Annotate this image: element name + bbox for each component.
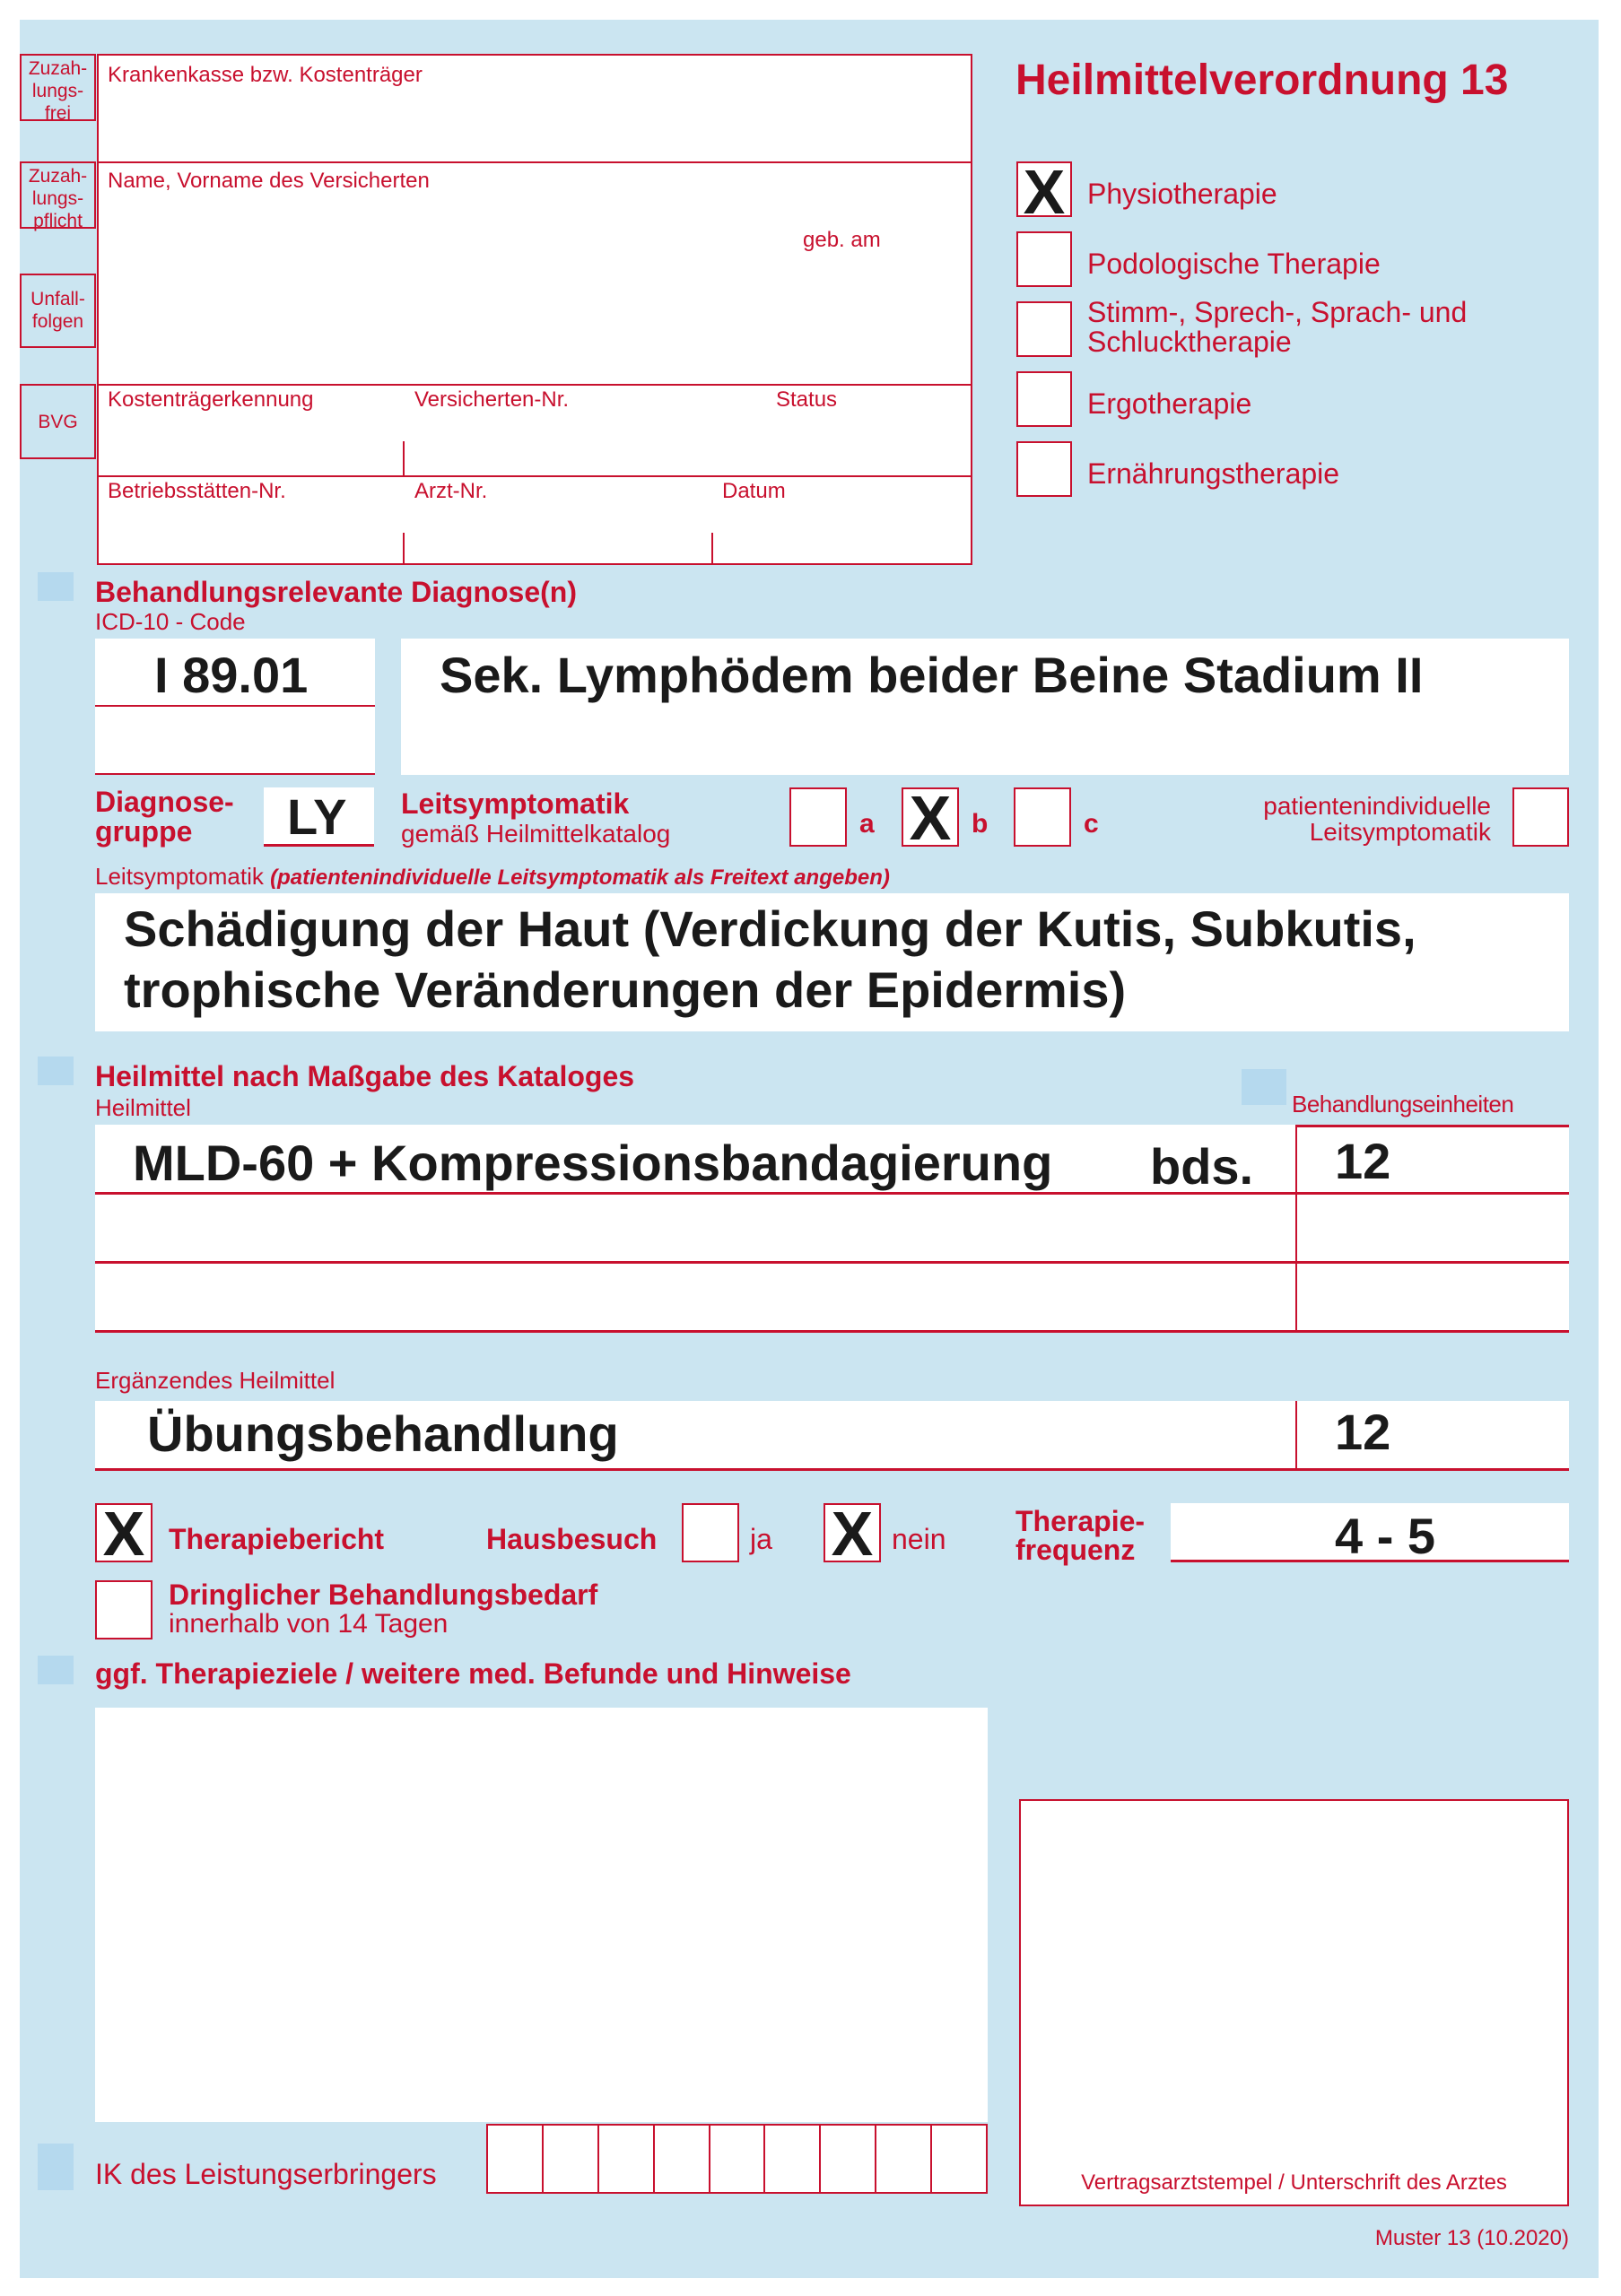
- heilmittel-row-2[interactable]: [95, 1195, 1295, 1261]
- ik-digit: [932, 2126, 986, 2192]
- ik-digits-field[interactable]: [486, 2124, 988, 2194]
- ergotherapie-checkbox[interactable]: [1016, 371, 1072, 427]
- dringlich-label: Dringlicher Behandlungsbedarf: [169, 1578, 598, 1611]
- therapiebericht-checkbox[interactable]: X: [95, 1503, 153, 1562]
- arzt-nr-label: Arzt-Nr.: [414, 479, 488, 503]
- status-label: Status: [776, 387, 838, 412]
- diagnosis-text-value: Sek. Lymphödem beider Beine Stadium II: [440, 647, 1424, 703]
- ik-digit: [488, 2126, 544, 2192]
- ik-section-marker: [38, 2144, 74, 2190]
- ergaenzend-units: 12: [1335, 1404, 1391, 1460]
- form-footer: Muster 13 (10.2020): [1374, 2226, 1569, 2250]
- arzt-stempel-box[interactable]: [1019, 1799, 1569, 2206]
- ergotherapie-label: Ergotherapie: [1087, 387, 1252, 420]
- ik-digit: [821, 2126, 876, 2192]
- einheiten-marker: [1242, 1069, 1286, 1105]
- heilmittel-row-1-name: MLD-60 + Kompressionsbandagierung: [133, 1135, 1053, 1191]
- versicherten-nr-label: Versicherten-Nr.: [414, 387, 570, 412]
- heilmittel-section-marker: [38, 1057, 74, 1085]
- leit-c-checkbox[interactable]: [1014, 787, 1071, 847]
- patientenindividuelle-checkbox[interactable]: [1512, 787, 1569, 847]
- heilmittel-row-3[interactable]: [95, 1264, 1295, 1330]
- ik-digit: [710, 2126, 766, 2192]
- heilmittel-row-1-units: 12: [1335, 1133, 1391, 1189]
- leit-a-label: a: [859, 809, 875, 839]
- freetext-label-hint: (patientenindividuelle Leitsymptomatik als Freitext angeben): [270, 865, 890, 890]
- krankenkasse-label: Krankenkasse bzw. Kostenträger: [108, 63, 423, 87]
- ernaehrung-checkbox[interactable]: [1016, 441, 1072, 497]
- geb-am-label: geb. am: [803, 228, 881, 252]
- icd-code-value: I 89.01: [154, 647, 309, 703]
- diagnosis-section-label: Behandlungsrelevante Diagnose(n): [95, 576, 577, 608]
- hausbesuch-ja-checkbox[interactable]: [682, 1503, 739, 1562]
- ernaehrung-label: Ernährungstherapie: [1087, 457, 1340, 490]
- prescription-form: [20, 20, 1599, 2278]
- betriebsstaetten-nr-label: Betriebsstätten-Nr.: [108, 479, 286, 503]
- patientenindividuelle-label: patientenindividuelle Leitsymptomatik: [1263, 792, 1491, 846]
- ik-label: IK des Leistungserbringers: [95, 2158, 437, 2190]
- ziele-field[interactable]: [95, 1708, 988, 2122]
- freetext-label-main: Leitsymptomatik: [95, 863, 264, 890]
- stimm-sprech-label: Stimm-, Sprech-, Sprach- und Schlucktherapie: [1087, 296, 1468, 358]
- zuzahlungsfrei-box[interactable]: Zuzah- lungs- frei: [20, 54, 96, 121]
- ziele-label: ggf. Therapieziele / weitere med. Befunde und Hinweise: [95, 1657, 851, 1690]
- unfallfolgen-box[interactable]: Unfall- folgen: [20, 274, 96, 348]
- therapiefrequenz-value: 4 - 5: [1335, 1508, 1436, 1564]
- leit-b-checkbox[interactable]: X: [902, 787, 959, 847]
- freetext-label: [95, 863, 890, 891]
- leit-b-label: b: [972, 809, 989, 839]
- form-title: Heilmittelverordnung 13: [1015, 57, 1509, 104]
- arzt-stempel-label: Vertragsarztstempel / Unterschrift des Arztes: [1081, 2170, 1507, 2195]
- therapiefrequenz-label: Therapie- frequenz: [1015, 1505, 1146, 1566]
- physiotherapie-label: Physiotherapie: [1087, 178, 1277, 210]
- zuzahlungspflicht-box[interactable]: Zuzah- lungs- pflicht: [20, 161, 96, 229]
- ergaenzend-label: Ergänzendes Heilmittel: [95, 1367, 336, 1394]
- leit-a-checkbox[interactable]: [789, 787, 847, 847]
- krankenkasse-field[interactable]: [108, 91, 960, 156]
- ik-digit: [599, 2126, 655, 2192]
- stimm-sprech-checkbox[interactable]: [1016, 301, 1072, 357]
- heilmittel-row-1-suffix: bds.: [1150, 1138, 1254, 1195]
- podologie-label: Podologische Therapie: [1087, 248, 1381, 280]
- ik-digit: [876, 2126, 932, 2192]
- bvg-box[interactable]: BVG: [20, 384, 96, 459]
- heilmittel-col-label: Heilmittel: [95, 1094, 191, 1121]
- ik-digit: [765, 2126, 821, 2192]
- name-label: Name, Vorname des Versicherten: [108, 169, 430, 193]
- diagnosis-section-marker: [38, 572, 74, 601]
- dringlich-checkbox[interactable]: [95, 1580, 153, 1639]
- ik-digit: [544, 2126, 599, 2192]
- datum-label: Datum: [722, 479, 786, 503]
- kostentraegerkennung-label: Kostenträgerkennung: [108, 387, 314, 412]
- leit-c-label: c: [1084, 809, 1099, 839]
- hausbesuch-label: Hausbesuch: [486, 1523, 658, 1555]
- podologie-checkbox[interactable]: [1016, 231, 1072, 287]
- ergaenzend-value: Übungsbehandlung: [147, 1405, 619, 1462]
- hausbesuch-nein-checkbox[interactable]: X: [824, 1503, 881, 1562]
- leitsymptomatik-label: Leitsymptomatik: [401, 787, 630, 820]
- diagnosegruppe-label: Diagnose- gruppe: [95, 786, 234, 848]
- physiotherapie-checkbox[interactable]: X: [1016, 161, 1072, 217]
- hausbesuch-ja-label: ja: [750, 1523, 772, 1555]
- behandlungseinheiten-label: Behandlungseinheiten: [1292, 1091, 1514, 1118]
- heilmittel-section-label: Heilmittel nach Maßgabe des Kataloges: [95, 1060, 635, 1092]
- ik-digit: [655, 2126, 710, 2192]
- freetext-value: Schädigung der Haut (Verdickung der Kutis, Subkutis, trophische Veränderungen der Epidermis): [124, 900, 1416, 1018]
- leitsymptomatik-sub: gemäß Heilmittelkatalog: [401, 820, 671, 848]
- dringlich-sub: innerhalb von 14 Tagen: [169, 1609, 449, 1639]
- diagnosegruppe-value: LY: [287, 788, 347, 845]
- name-field[interactable]: [108, 197, 960, 377]
- ziele-section-marker: [38, 1656, 74, 1684]
- therapiebericht-label: Therapiebericht: [169, 1523, 385, 1555]
- hausbesuch-nein-label: nein: [892, 1523, 946, 1555]
- icd-label: ICD-10 - Code: [95, 608, 246, 635]
